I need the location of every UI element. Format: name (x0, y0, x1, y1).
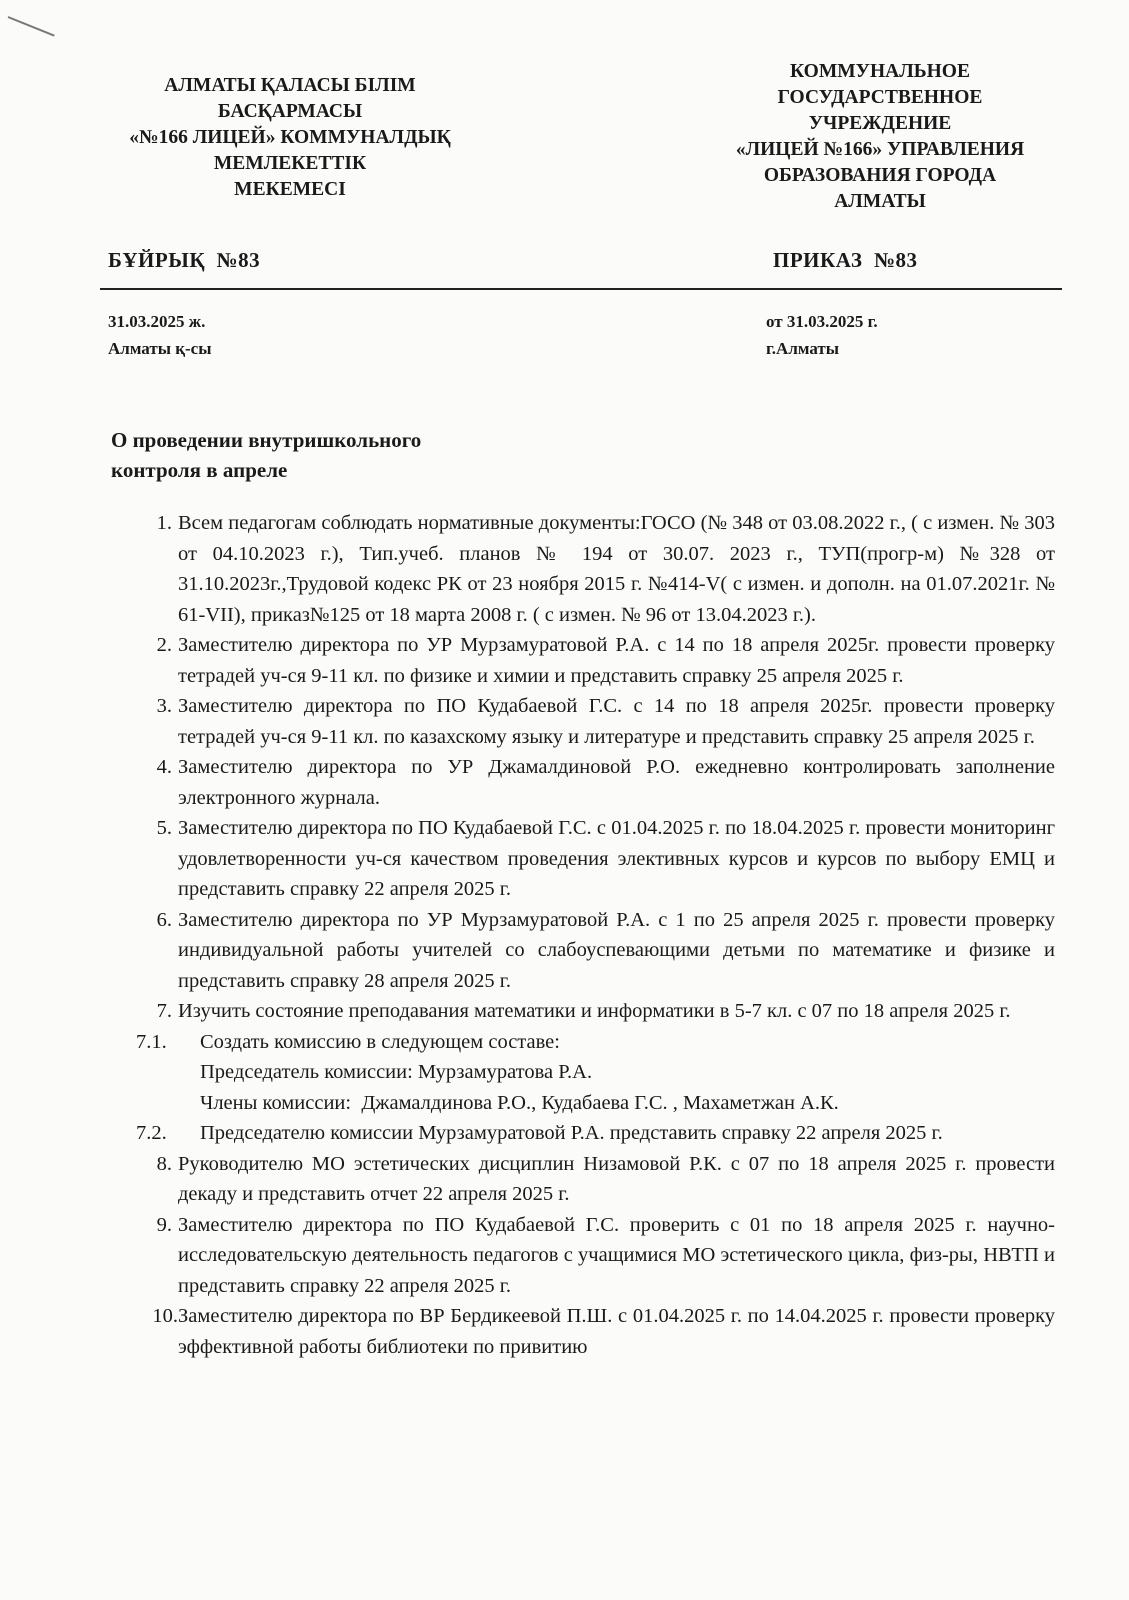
commission-members: Члены комиссии: Джамалдинова Р.О., Кудабаева Г.С. , Махаметжан А.К. (200, 1091, 839, 1114)
list-item (100, 691, 1055, 752)
item-number: 1. (156, 512, 172, 534)
item-text: Заместителю директора по ПО Кудабаевой Г.С. с 01.04.2025 г. по 18.04.2025 г. провести мониторинг удовлетворенности уч-ся качеством проведения элективных курсов и курсов по выбору ЕМЦ и представить справку 22 апреля 2025 г. (178, 817, 1055, 900)
item-text: Заместителю директора по УР Мурзамуратовой Р.А. с 1 по 25 апреля 2025 г. провести проверку индивидуальной работы учителей со слабоуспевающими детьми по математике и физике и представить справку 28 апреля 2025 г. (178, 908, 1055, 992)
item-number: 7.2. (136, 1122, 167, 1144)
header-line: ОБРАЗОВАНИЯ ГОРОДА (763, 165, 997, 186)
list-item (100, 752, 1055, 813)
list-item (100, 996, 1055, 1027)
item-text: Заместителю директора по ПО Кудабаевой Г.С. проверить с 01 по 18 апреля 2025 г. научно-исследовательскую деятельность педагогов с учащимися МО эстетического цикла, физ-ры, НВТП и представить справку 22 апреля 2025 г. (178, 1213, 1055, 1297)
item-text: Руководителю МО эстетических дисциплин Низамовой Р.К. с 07 по 18 апреля 2025 г. провести декаду и представить отчет 22 апреля 2025 г. (178, 1152, 1055, 1205)
header-ru-organization (680, 59, 1080, 215)
item-number: 10. (152, 1305, 178, 1327)
item-number: 6. (156, 908, 172, 931)
header-line: КОММУНАЛЬНОЕ (790, 61, 970, 82)
meta-ru (766, 308, 878, 362)
item-number: 5. (156, 817, 172, 839)
item-text: Изучить состояние преподавания математики и информатики в 5-7 кл. с 07 по 18 апреля 2025 г. (178, 1000, 1011, 1022)
item-number: 7.1. (136, 1030, 167, 1053)
subject-line: О проведении внутришкольного (111, 428, 422, 452)
list-item (100, 905, 1055, 997)
order-body (100, 508, 1055, 1362)
commission-chair: Председатель комиссии: Мурзамуратова Р.А. (200, 1061, 593, 1083)
header-line: «№166 ЛИЦЕЙ» КОММУНАЛДЫҚ (129, 127, 451, 148)
subject-line: контроля в апреле (111, 458, 288, 482)
item-text: Заместителю директора по УР Джамалдиновой Р.О. ежедневно контролировать заполнение электронного журнала. (178, 756, 1055, 809)
order-date-ru: от 31.03.2025 г. (766, 312, 878, 331)
header-line: ГОСУДАРСТВЕННОЕ (777, 87, 983, 108)
order-city-kz: Алматы қ-сы (108, 339, 212, 358)
order-date-kz: 31.03.2025 ж. (108, 312, 206, 331)
list-item (100, 508, 1055, 630)
header-line: УЧРЕЖДЕНИЕ (808, 113, 952, 134)
item-text: Председателю комиссии Мурзамуратовой Р.А. представить справку 22 апреля 2025 г. (200, 1122, 943, 1144)
header-divider (100, 288, 1062, 290)
header-line: АЛМАТЫ ҚАЛАСЫ БІЛІМ (164, 75, 416, 96)
item-number: 8. (156, 1152, 172, 1175)
item-number: 9. (156, 1213, 172, 1236)
item-number: 3. (156, 695, 172, 717)
sub-list-item (100, 1118, 1055, 1149)
sub-list-item (100, 1027, 1055, 1058)
header-line: МЕКЕМЕСІ (234, 179, 346, 200)
item-number: 4. (156, 756, 172, 778)
header-line: АЛМАТЫ (834, 191, 926, 212)
meta-kz (108, 308, 212, 362)
item-text: Заместителю директора по ВР Бердикеевой П.Ш. с 01.04.2025 г. по 14.04.2025 г. провести проверку эффективной работы библиотеки по привитию (178, 1305, 1055, 1358)
order-title-kz: БҰЙРЫҚ №83 (108, 248, 261, 272)
order-title-ru: ПРИКАЗ №83 (773, 248, 918, 272)
item-text: Всем педагогам соблюдать нормативные документы:ГОСО (№ 348 от 03.08.2022 г., ( с измен. № 303 от 04.10.2023 г.), Тип.учеб. планов № 194 от 30.07. 2023 г., ТУП(прогр-м) №328 от 31.10.2023г.,Трудовой кодекс РК от 23 ноября 2015 г. №414-V( с измен. и дополн. на 01.07.2021г. № 61-VII), приказ№125 от 18 марта 2008 г. ( с измен. № 96 от 13.04.2023 г.). (178, 512, 1055, 626)
list-item (100, 1149, 1055, 1210)
list-item (100, 630, 1055, 691)
list-item (100, 1210, 1055, 1302)
order-subject (111, 425, 421, 485)
pen-mark (8, 16, 55, 37)
order-city-ru: г.Алматы (766, 339, 840, 358)
item-number: 2. (156, 634, 172, 656)
item-text: Создать комиссию в следующем составе: (200, 1030, 560, 1053)
header-line: МЕМЛЕКЕТТІК (213, 153, 367, 174)
item-number: 7. (156, 1000, 172, 1022)
list-item (100, 1301, 1055, 1362)
item-text: Заместителю директора по УР Мурзамуратовой Р.А. с 14 по 18 апреля 2025г. провести проверку тетрадей уч-ся 9-11 кл. по физике и химии и представить справку 25 апреля 2025 г. (178, 634, 1055, 687)
header-line: БАСҚАРМАСЫ (217, 101, 363, 122)
header-kz-organization (100, 73, 480, 203)
item-text: Заместителю директора по ПО Кудабаевой Г.С. с 14 по 18 апреля 2025г. провести проверку тетрадей уч-ся 9-11 кл. по казахскому языку и литературе и представить справку 25 апреля 2025 г. (178, 695, 1055, 748)
header-line: «ЛИЦЕЙ №166» УПРАВЛЕНИЯ (735, 139, 1025, 160)
list-item (100, 813, 1055, 905)
